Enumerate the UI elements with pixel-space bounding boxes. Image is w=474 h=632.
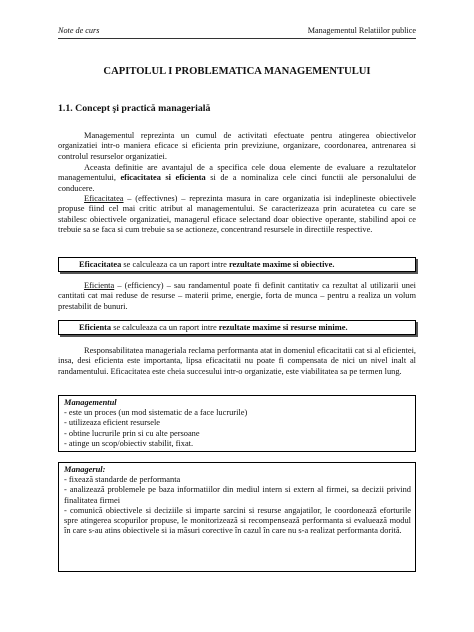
paragraph-evaluation: [58, 163, 416, 194]
box2-term: Eficienta: [79, 323, 112, 332]
p2-text-c: si de a nominaliza cele cinci functii ale personalului de conducere.: [58, 173, 416, 193]
header-rule: [58, 38, 416, 39]
header-right: Managementul Relatiilor publice: [307, 26, 416, 35]
managementul-box-title: Managementul: [64, 398, 117, 407]
running-header: [58, 26, 416, 35]
p2-text-a: Aceasta definitie are avantajul de a specifica cele doua elemente de evaluare a rezultatelor managementului,: [58, 163, 416, 183]
managementul-item: - utilizeaza eficient resursele: [64, 418, 161, 428]
managementul-item: - atinge un scop/obiectiv stabilit, fixat.: [64, 438, 194, 448]
managerul-item: - fixează standarde de performanta: [64, 475, 181, 485]
eficienta-formula-box: [58, 320, 416, 335]
term-eficienta: Eficienta: [84, 281, 115, 290]
paragraph-eficienta: [58, 281, 416, 312]
paragraph-definition: Managementul reprezinta un cumul de activitati efectuate pentru atingerea obiectivelor organizatiei intr-o maniera eficace si eficienta prin previziune, organizare, coordonarea, antrenarea si controlul resurselor organizatiei.: [58, 131, 416, 161]
managementul-item: - obtine lucrurile prin si cu alte persoane: [64, 428, 200, 438]
managerul-item: - analizează problemele pe baza informatiilor din mediul intern si extern al firmei, sa decizii privind finalitatea firmei: [64, 485, 411, 505]
box1-bold: rezultate maxime si obiective.: [228, 260, 335, 269]
p4-text: – (efficiency) – sau randamentul poate fi definit cantitativ ca rezultat al utilizarii unei cantitati cat mai reduse de resurse – materii prime, energie, forta de munca – pentru a realiza un volum prestabilit de bunuri.: [58, 281, 416, 311]
box1-mid: se calculeaza ca un raport intre: [121, 260, 229, 269]
managerul-item: - comunică obiectivele si deciziile si imparte sarcini si resurse angajatilor, le coordonează eforturile spre atingerea scopurilor propuse, le monitorizează si recompensează performanta si evaluează modul în care s-au atins obiectivele si ia măsuri corective în cazul în care nu s-a realizat performanta dorită.: [64, 505, 411, 536]
header-left: Note de curs: [58, 26, 100, 35]
managementul-item: - este un proces (un mod sistematic de a face lucrurile): [64, 408, 248, 418]
managementul-box: [58, 395, 416, 452]
box1-term: Eficacitatea: [79, 260, 122, 269]
section-heading: 1.1. Concept şi practică managerială: [58, 103, 211, 114]
chapter-title: CAPITOLUL I PROBLEMATICA MANAGEMENTULUI: [103, 66, 371, 77]
managerul-box-title: Managerul:: [64, 465, 106, 474]
managerul-box: [58, 462, 416, 572]
paragraph-responsabilitate: Responsabilitatea manageriala reclama performanta atat in domeniul eficacitatii cat si al eficientei, insa, desi eficienta este importanta, lipsa eficacitatii nu poate fi compensata de nici un nivel inalt al randamentului. Eficacitatea este cheia succesului intr-o organizatie, este viabilitatea sa pe termen lung.: [58, 346, 416, 376]
box2-mid: se calculeaza ca un raport intre: [111, 323, 219, 332]
box2-bold: rezultate maxime si resurse minime.: [218, 323, 348, 332]
p3-text: – (effectivnes) – reprezinta masura in care organizatia isi indeplineste obiectivele propuse fiind cel mai critic atribut al managementului. Se caracterizeaza prin acuratetea cu care se stabilesc obiectivele organizatiei, managerul eficace selectand doar obiective operante, stabilind apoi ce trebuie sa se faca si cum trebuie sa se actioneze, concentrand resursele in directiile respective.: [58, 194, 416, 235]
paragraph-eficacitatea: [58, 194, 416, 236]
eficacitatea-formula-box: [58, 257, 416, 272]
term-eficacitatea: Eficacitatea: [84, 194, 124, 203]
p2-bold: eficacitatea si eficienta: [120, 173, 206, 183]
